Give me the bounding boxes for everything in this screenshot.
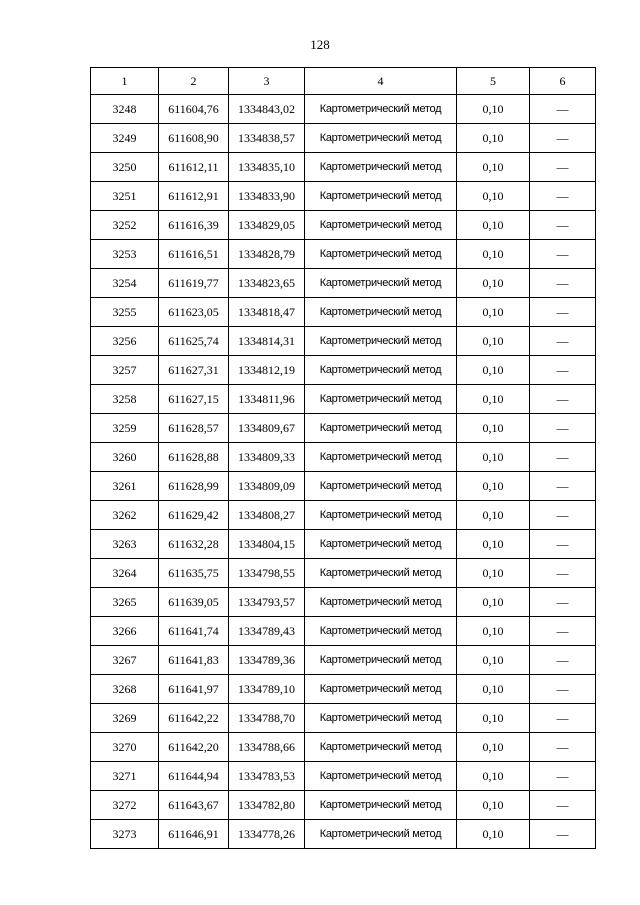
header-cell-6: 6 bbox=[530, 68, 596, 95]
accuracy-cell: 0,10 bbox=[457, 704, 530, 733]
x-coordinate-cell: 611639,05 bbox=[159, 588, 229, 617]
x-coordinate-cell: 611619,77 bbox=[159, 269, 229, 298]
x-coordinate-cell: 611632,28 bbox=[159, 530, 229, 559]
x-coordinate-cell: 611628,57 bbox=[159, 414, 229, 443]
table-row bbox=[91, 124, 596, 153]
accuracy-cell: 0,10 bbox=[457, 501, 530, 530]
method-cell: Картометрический метод bbox=[305, 124, 457, 153]
x-coordinate-cell: 611641,74 bbox=[159, 617, 229, 646]
note-cell: — bbox=[530, 95, 596, 124]
x-coordinate-cell: 611646,91 bbox=[159, 820, 229, 849]
point-number-cell: 3257 bbox=[91, 356, 159, 385]
x-coordinate-cell: 611642,20 bbox=[159, 733, 229, 762]
accuracy-cell: 0,10 bbox=[457, 646, 530, 675]
point-number-cell: 3249 bbox=[91, 124, 159, 153]
note-cell: — bbox=[530, 182, 596, 211]
point-number-cell: 3261 bbox=[91, 472, 159, 501]
note-cell: — bbox=[530, 124, 596, 153]
point-number-cell: 3268 bbox=[91, 675, 159, 704]
accuracy-cell: 0,10 bbox=[457, 443, 530, 472]
method-cell: Картометрический метод bbox=[305, 704, 457, 733]
point-number-cell: 3258 bbox=[91, 385, 159, 414]
method-cell: Картометрический метод bbox=[305, 588, 457, 617]
header-cell-2: 2 bbox=[159, 68, 229, 95]
accuracy-cell: 0,10 bbox=[457, 269, 530, 298]
accuracy-cell: 0,10 bbox=[457, 182, 530, 211]
table-row bbox=[91, 588, 596, 617]
method-cell: Картометрический метод bbox=[305, 733, 457, 762]
method-cell: Картометрический метод bbox=[305, 501, 457, 530]
table-body bbox=[91, 95, 596, 849]
y-coordinate-cell: 1334808,27 bbox=[229, 501, 305, 530]
accuracy-cell: 0,10 bbox=[457, 356, 530, 385]
point-number-cell: 3259 bbox=[91, 414, 159, 443]
point-number-cell: 3254 bbox=[91, 269, 159, 298]
point-number-cell: 3267 bbox=[91, 646, 159, 675]
note-cell: — bbox=[530, 588, 596, 617]
table-row bbox=[91, 327, 596, 356]
point-number-cell: 3250 bbox=[91, 153, 159, 182]
table-row bbox=[91, 356, 596, 385]
table-row bbox=[91, 646, 596, 675]
x-coordinate-cell: 611627,31 bbox=[159, 356, 229, 385]
y-coordinate-cell: 1334843,02 bbox=[229, 95, 305, 124]
y-coordinate-cell: 1334798,55 bbox=[229, 559, 305, 588]
accuracy-cell: 0,10 bbox=[457, 95, 530, 124]
y-coordinate-cell: 1334778,26 bbox=[229, 820, 305, 849]
accuracy-cell: 0,10 bbox=[457, 211, 530, 240]
note-cell: — bbox=[530, 327, 596, 356]
x-coordinate-cell: 611612,91 bbox=[159, 182, 229, 211]
x-coordinate-cell: 611608,90 bbox=[159, 124, 229, 153]
point-number-cell: 3256 bbox=[91, 327, 159, 356]
table-row bbox=[91, 472, 596, 501]
y-coordinate-cell: 1334789,43 bbox=[229, 617, 305, 646]
y-coordinate-cell: 1334804,15 bbox=[229, 530, 305, 559]
method-cell: Картометрический метод bbox=[305, 298, 457, 327]
table-row bbox=[91, 791, 596, 820]
y-coordinate-cell: 1334789,10 bbox=[229, 675, 305, 704]
x-coordinate-cell: 611641,83 bbox=[159, 646, 229, 675]
table-row bbox=[91, 559, 596, 588]
y-coordinate-cell: 1334829,05 bbox=[229, 211, 305, 240]
x-coordinate-cell: 611625,74 bbox=[159, 327, 229, 356]
y-coordinate-cell: 1334811,96 bbox=[229, 385, 305, 414]
note-cell: — bbox=[530, 733, 596, 762]
accuracy-cell: 0,10 bbox=[457, 762, 530, 791]
note-cell: — bbox=[530, 501, 596, 530]
header-cell-1: 1 bbox=[91, 68, 159, 95]
method-cell: Картометрический метод bbox=[305, 240, 457, 269]
y-coordinate-cell: 1334788,70 bbox=[229, 704, 305, 733]
accuracy-cell: 0,10 bbox=[457, 530, 530, 559]
point-number-cell: 3263 bbox=[91, 530, 159, 559]
point-number-cell: 3262 bbox=[91, 501, 159, 530]
x-coordinate-cell: 611616,51 bbox=[159, 240, 229, 269]
note-cell: — bbox=[530, 791, 596, 820]
method-cell: Картометрический метод bbox=[305, 675, 457, 704]
note-cell: — bbox=[530, 414, 596, 443]
accuracy-cell: 0,10 bbox=[457, 617, 530, 646]
point-number-cell: 3266 bbox=[91, 617, 159, 646]
table-row bbox=[91, 617, 596, 646]
note-cell: — bbox=[530, 443, 596, 472]
method-cell: Картометрический метод bbox=[305, 414, 457, 443]
accuracy-cell: 0,10 bbox=[457, 472, 530, 501]
x-coordinate-cell: 611612,11 bbox=[159, 153, 229, 182]
accuracy-cell: 0,10 bbox=[457, 153, 530, 182]
accuracy-cell: 0,10 bbox=[457, 588, 530, 617]
y-coordinate-cell: 1334823,65 bbox=[229, 269, 305, 298]
point-number-cell: 3248 bbox=[91, 95, 159, 124]
accuracy-cell: 0,10 bbox=[457, 791, 530, 820]
table-row bbox=[91, 182, 596, 211]
table-row bbox=[91, 298, 596, 327]
note-cell: — bbox=[530, 646, 596, 675]
point-number-cell: 3252 bbox=[91, 211, 159, 240]
table-row bbox=[91, 675, 596, 704]
method-cell: Картометрический метод bbox=[305, 791, 457, 820]
table-row bbox=[91, 733, 596, 762]
point-number-cell: 3272 bbox=[91, 791, 159, 820]
method-cell: Картометрический метод bbox=[305, 530, 457, 559]
method-cell: Картометрический метод bbox=[305, 95, 457, 124]
point-number-cell: 3251 bbox=[91, 182, 159, 211]
accuracy-cell: 0,10 bbox=[457, 414, 530, 443]
x-coordinate-cell: 611644,94 bbox=[159, 762, 229, 791]
x-coordinate-cell: 611627,15 bbox=[159, 385, 229, 414]
note-cell: — bbox=[530, 269, 596, 298]
method-cell: Картометрический метод bbox=[305, 153, 457, 182]
header-cell-5: 5 bbox=[457, 68, 530, 95]
method-cell: Картометрический метод bbox=[305, 385, 457, 414]
note-cell: — bbox=[530, 704, 596, 733]
method-cell: Картометрический метод bbox=[305, 356, 457, 385]
note-cell: — bbox=[530, 559, 596, 588]
accuracy-cell: 0,10 bbox=[457, 124, 530, 153]
accuracy-cell: 0,10 bbox=[457, 240, 530, 269]
method-cell: Картометрический метод bbox=[305, 559, 457, 588]
x-coordinate-cell: 611642,22 bbox=[159, 704, 229, 733]
table-row bbox=[91, 95, 596, 124]
point-number-cell: 3269 bbox=[91, 704, 159, 733]
table-row bbox=[91, 530, 596, 559]
header-row bbox=[91, 68, 596, 95]
x-coordinate-cell: 611628,88 bbox=[159, 443, 229, 472]
table-row bbox=[91, 762, 596, 791]
note-cell: — bbox=[530, 385, 596, 414]
table-header bbox=[91, 68, 596, 95]
note-cell: — bbox=[530, 153, 596, 182]
y-coordinate-cell: 1334818,47 bbox=[229, 298, 305, 327]
note-cell: — bbox=[530, 298, 596, 327]
note-cell: — bbox=[530, 240, 596, 269]
method-cell: Картометрический метод bbox=[305, 327, 457, 356]
table-row bbox=[91, 211, 596, 240]
table-row bbox=[91, 501, 596, 530]
note-cell: — bbox=[530, 356, 596, 385]
method-cell: Картометрический метод bbox=[305, 646, 457, 675]
point-number-cell: 3273 bbox=[91, 820, 159, 849]
point-number-cell: 3270 bbox=[91, 733, 159, 762]
y-coordinate-cell: 1334833,90 bbox=[229, 182, 305, 211]
x-coordinate-cell: 611616,39 bbox=[159, 211, 229, 240]
point-number-cell: 3264 bbox=[91, 559, 159, 588]
accuracy-cell: 0,10 bbox=[457, 820, 530, 849]
accuracy-cell: 0,10 bbox=[457, 733, 530, 762]
x-coordinate-cell: 611629,42 bbox=[159, 501, 229, 530]
y-coordinate-cell: 1334809,67 bbox=[229, 414, 305, 443]
y-coordinate-cell: 1334828,79 bbox=[229, 240, 305, 269]
accuracy-cell: 0,10 bbox=[457, 675, 530, 704]
table-row bbox=[91, 820, 596, 849]
table-row bbox=[91, 240, 596, 269]
y-coordinate-cell: 1334835,10 bbox=[229, 153, 305, 182]
y-coordinate-cell: 1334793,57 bbox=[229, 588, 305, 617]
y-coordinate-cell: 1334838,57 bbox=[229, 124, 305, 153]
y-coordinate-cell: 1334812,19 bbox=[229, 356, 305, 385]
point-number-cell: 3255 bbox=[91, 298, 159, 327]
table-row bbox=[91, 153, 596, 182]
point-number-cell: 3265 bbox=[91, 588, 159, 617]
table-row bbox=[91, 269, 596, 298]
table-row bbox=[91, 443, 596, 472]
note-cell: — bbox=[530, 820, 596, 849]
y-coordinate-cell: 1334814,31 bbox=[229, 327, 305, 356]
table-row bbox=[91, 704, 596, 733]
x-coordinate-cell: 611604,76 bbox=[159, 95, 229, 124]
y-coordinate-cell: 1334788,66 bbox=[229, 733, 305, 762]
note-cell: — bbox=[530, 675, 596, 704]
note-cell: — bbox=[530, 762, 596, 791]
coordinates-table bbox=[90, 67, 596, 849]
point-number-cell: 3271 bbox=[91, 762, 159, 791]
method-cell: Картометрический метод bbox=[305, 617, 457, 646]
y-coordinate-cell: 1334783,53 bbox=[229, 762, 305, 791]
note-cell: — bbox=[530, 211, 596, 240]
x-coordinate-cell: 611628,99 bbox=[159, 472, 229, 501]
header-cell-4: 4 bbox=[305, 68, 457, 95]
method-cell: Картометрический метод bbox=[305, 182, 457, 211]
accuracy-cell: 0,10 bbox=[457, 298, 530, 327]
x-coordinate-cell: 611643,67 bbox=[159, 791, 229, 820]
x-coordinate-cell: 611635,75 bbox=[159, 559, 229, 588]
point-number-cell: 3253 bbox=[91, 240, 159, 269]
note-cell: — bbox=[530, 472, 596, 501]
accuracy-cell: 0,10 bbox=[457, 327, 530, 356]
note-cell: — bbox=[530, 530, 596, 559]
method-cell: Картометрический метод bbox=[305, 762, 457, 791]
table-row bbox=[91, 385, 596, 414]
method-cell: Картометрический метод bbox=[305, 269, 457, 298]
point-number-cell: 3260 bbox=[91, 443, 159, 472]
note-cell: — bbox=[530, 617, 596, 646]
table-row bbox=[91, 414, 596, 443]
y-coordinate-cell: 1334789,36 bbox=[229, 646, 305, 675]
x-coordinate-cell: 611641,97 bbox=[159, 675, 229, 704]
header-cell-3: 3 bbox=[229, 68, 305, 95]
method-cell: Картометрический метод bbox=[305, 211, 457, 240]
method-cell: Картометрический метод bbox=[305, 820, 457, 849]
y-coordinate-cell: 1334809,33 bbox=[229, 443, 305, 472]
page-number: 128 bbox=[310, 37, 330, 52]
accuracy-cell: 0,10 bbox=[457, 385, 530, 414]
y-coordinate-cell: 1334809,09 bbox=[229, 472, 305, 501]
y-coordinate-cell: 1334782,80 bbox=[229, 791, 305, 820]
accuracy-cell: 0,10 bbox=[457, 559, 530, 588]
x-coordinate-cell: 611623,05 bbox=[159, 298, 229, 327]
method-cell: Картометрический метод bbox=[305, 443, 457, 472]
method-cell: Картометрический метод bbox=[305, 472, 457, 501]
